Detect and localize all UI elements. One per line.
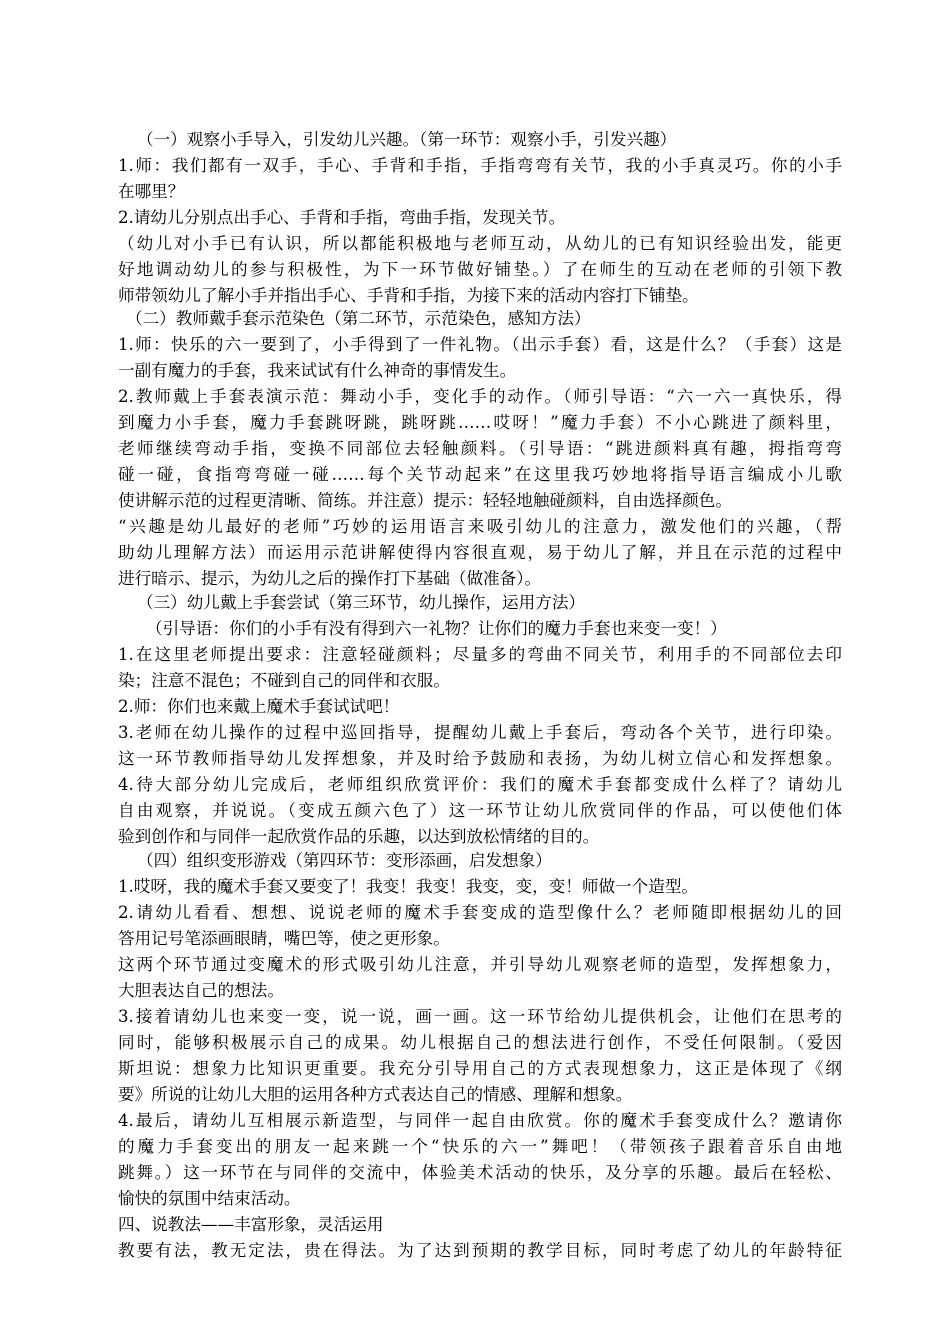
- paragraph-line: 大胆表达自己的想法。: [118, 981, 284, 1000]
- paragraph-line: 染；注意不混色；不碰到自己的同伴和衣服。: [118, 671, 450, 690]
- paragraph-line: 2.师：你们也来戴上魔术手套试试吧！: [118, 697, 400, 716]
- paragraph-line: 3.接着请幼儿也来变一变，说一说，画一画。这一环节给幼儿提供机会，让他们在思考的: [118, 1007, 842, 1026]
- paragraph-line: 教要有法，教无定法，贵在得法。为了达到预期的教学目标，同时考虑了幼儿的年龄特征: [118, 1241, 842, 1260]
- paragraph-line: 跳舞。）这一环节在与同伴的交流中，体验美术活动的快乐，及分享的乐趣。最后在轻松、: [118, 1163, 842, 1182]
- paragraph-line: 4.待大部分幼儿完成后，老师组织欣赏评价：我们的魔术手套都变成什么样了？请幼儿: [118, 775, 842, 794]
- paragraph-line: 在哪里？: [118, 182, 185, 201]
- paragraph-line: 同时，能够积极展示自己的成果。幼儿根据自己的想法进行创作，不受任何限制。（爱因: [118, 1033, 842, 1052]
- section-heading-2: （二）教师戴手套示范染色（第二环节，示范染色，感知方法）: [126, 309, 591, 328]
- paragraph-line: 1.在这里老师提出要求：注意轻碰颜料；尽量多的弯曲不同关节，利用手的不同部位去印: [118, 645, 842, 664]
- section-heading-1: （一）观察小手导入，引发幼儿兴趣。（第一环节：观察小手，引发兴趣）: [137, 130, 677, 149]
- paragraph-line: 2.请幼儿分别点出手心、手背和手指，弯曲手指，发现关节。: [118, 208, 566, 227]
- paragraph-line: 1.师：快乐的六一要到了，小手得到了一件礼物。（出示手套）看，这是什么？（手套）这是: [118, 335, 842, 354]
- paragraph-line: 的魔力手套变出的朋友一起来跳一个“快乐的六一”舞吧！（带领孩子跟着音乐自由地: [118, 1137, 842, 1156]
- paragraph-line: 斯坦说：想象力比知识更重要。我充分引导用自己的方式表现想象力，这正是体现了《纲: [118, 1059, 842, 1078]
- guiding-line: （引导语：你们的小手有没有得到六一礼物？让你们的魔力手套也来变一变！）: [146, 619, 727, 638]
- paragraph-line: （幼儿对小手已有认识，所以都能积极地与老师互动，从幼儿的已有知识经验出发，能更: [118, 234, 842, 253]
- paragraph-line: 要》所说的让幼儿大胆的运用各种方式表达自己的情感、理解和想象。: [118, 1085, 633, 1104]
- section-heading-3: （三）幼儿戴上手套尝试（第三环节，幼儿操作，运用方法）: [137, 593, 586, 612]
- paragraph-line: 助幼儿理解方法）而运用示范讲解使得内容很直观，易于幼儿了解，并且在示范的过程中: [118, 543, 842, 562]
- paragraph-line: 1.哎呀，我的魔术手套又要变了！我变！我变！我变，变，变！师做一个造型。: [118, 877, 699, 896]
- paragraph-line: 1.师：我们都有一双手，手心、手背和手指，手指弯弯有关节，我的小手真灵巧。你的小手: [118, 156, 842, 175]
- paragraph-line: 到魔力小手套，魔力手套跳呀跳，跳呀跳……哎呀！”魔力手套）不小心跳进了颜料里，: [118, 413, 842, 432]
- paragraph-line: 愉快的氛围中结束活动。: [118, 1189, 301, 1208]
- paragraph-line: 使讲解示范的过程更清晰、简练。并注意）提示：轻轻地触碰颜料，自由选择颜色。: [118, 491, 732, 510]
- paragraph-line: “兴趣是幼儿最好的老师”巧妙的运用语言来吸引幼儿的注意力，激发他们的兴趣，（帮: [118, 517, 842, 536]
- paragraph-line: 好地调动幼儿的参与积极性，为下一环节做好铺垫。）了在师生的互动在老师的引领下教: [118, 260, 842, 279]
- paragraph-line: 答用记号笔添画眼睛，嘴巴等，使之更形象。: [118, 929, 450, 948]
- paragraph-line: 2.教师戴上手套表演示范：舞动小手，变化手的动作。（师引导语：“六一六一真快乐，得: [118, 387, 842, 406]
- paragraph-line: 2.请幼儿看看、想想、说说老师的魔术手套变成的造型像什么？老师随即根据幼儿的回: [118, 903, 842, 922]
- paragraph-line: 一副有魔力的手套，我来试试有什么神奇的事情发生。: [118, 361, 517, 380]
- paragraph-line: 师带领幼儿了解小手并指出手心、手背和手指，为接下来的活动内容打下铺垫。: [118, 286, 699, 305]
- paragraph-line: 进行暗示、提示，为幼儿之后的操作打下基础（做准备）。: [118, 569, 542, 588]
- paragraph-line: 4.最后，请幼儿互相展示新造型，与同伴一起自由欣赏。你的魔术手套变成什么？邀请你: [118, 1111, 842, 1130]
- paragraph-line: 碰一碰，食指弯弯碰一碰……每个关节动起来”在这里我巧妙地将指导语言编成小儿歌: [118, 465, 842, 484]
- paragraph-line: 3.老师在幼儿操作的过程中巡回指导，提醒幼儿戴上手套后，弯动各个关节，进行印染。: [118, 723, 842, 742]
- paragraph-line: 老师继续弯动手指，变换不同部位去轻触颜料。（引导语：“跳进颜料真有趣，拇指弯弯: [118, 439, 842, 458]
- paragraph-line: 这两个环节通过变魔术的形式吸引幼儿注意，并引导幼儿观察老师的造型，发挥想象力，: [118, 955, 842, 974]
- paragraph-line: 这一环节教师指导幼儿发挥想象，并及时给予鼓励和表扬，为幼儿树立信心和发挥想象。: [118, 749, 842, 768]
- paragraph-line: 验到创作和与同伴一起欣赏作品的乐趣，以达到放松情绪的目的。: [118, 827, 600, 846]
- section-heading-4: （四）组织变形游戏（第四环节：变形添画，启发想象）: [137, 851, 552, 870]
- section-heading-teaching-method: 四、说教法——丰富形象，灵活运用: [118, 1215, 384, 1234]
- paragraph-line: 自由观察，并说说。（变成五颜六色了）这一环节让幼儿欣赏同伴的作品，可以使他们体: [118, 801, 842, 820]
